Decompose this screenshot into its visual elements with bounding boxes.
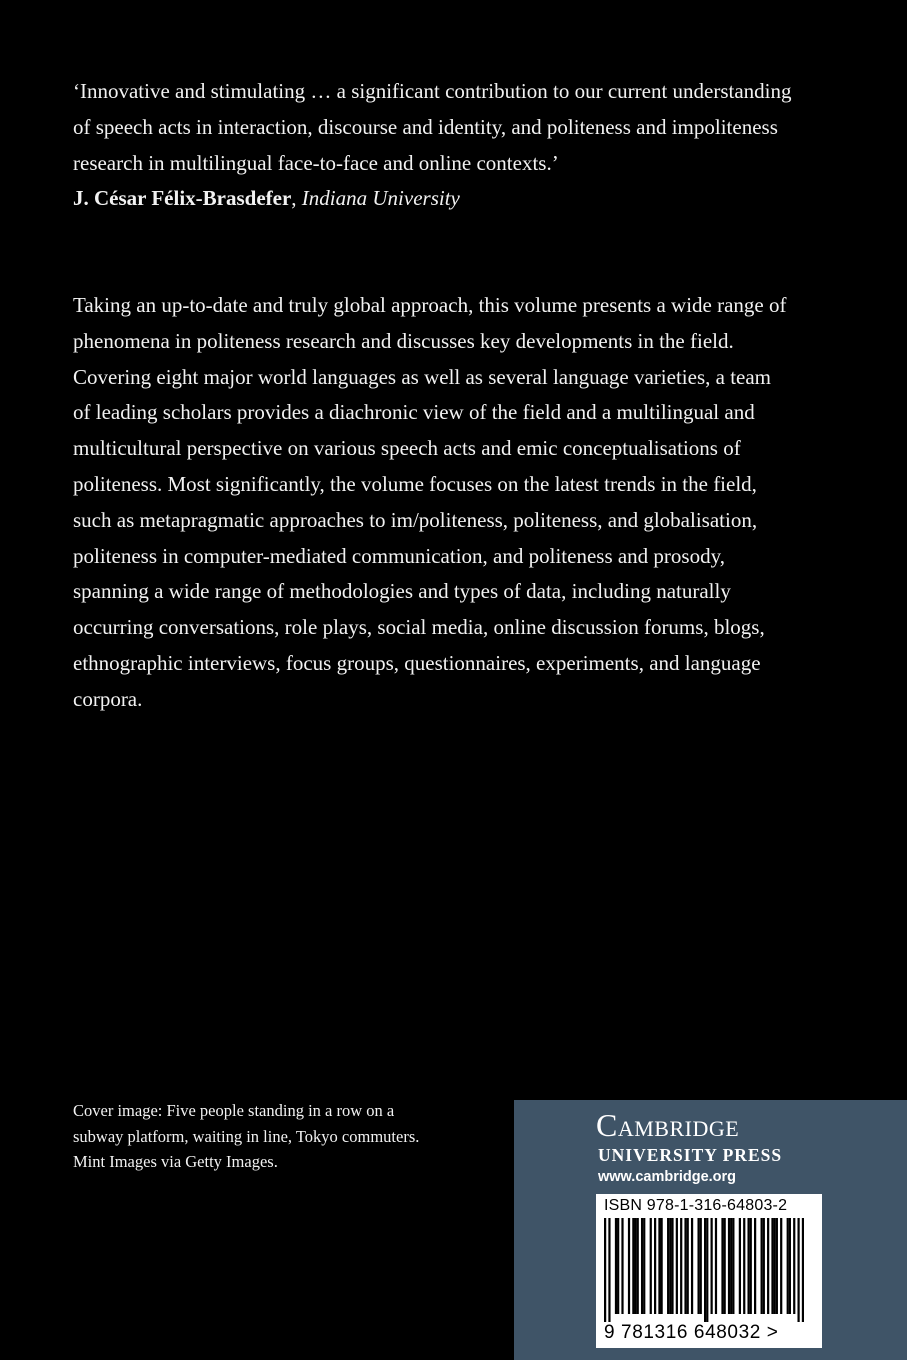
publisher-subtitle: UNIVERSITY PRESS <box>598 1145 783 1165</box>
barcode-box <box>596 1194 822 1348</box>
book-description: Taking an up-to-date and truly global approach, this volume presents a wide range of phenomena in politeness research and discusses key developments in the field. Covering eight major world languages as well as several language varieties, a team of leading scholars provides a diachronic view of the field and a multilingual and multicultural perspective on various speech acts and emic conceptualisations of politeness. Most significantly, the volume focuses on the latest trends in the field, such as metapragmatic approaches to im/politeness, politeness, and globalisation, politeness in computer-mediated communication, and politeness and prosody, spanning a wide range of methodologies and types of data, including naturally occurring conversations, role plays, social media, online discussion forums, blogs, ethnographic interviews, focus groups, questionnaires, experiments, and language corpora. <box>73 293 787 711</box>
publisher-panel <box>514 1100 907 1360</box>
cover-image-credit: Cover image: Five people standing in a row on a subway platform, waiting in line, Tokyo commuters. Mint Images via Getty Images. <box>73 1101 420 1171</box>
publisher-logo-text: Cambridge <box>596 1107 740 1143</box>
quote-institution: Indiana University <box>301 186 460 211</box>
barcode-digits: 9 781316 648032 > <box>604 1322 779 1343</box>
isbn-label: ISBN 978-1-316-64803-2 <box>604 1197 788 1214</box>
barcode-icon <box>604 1218 804 1322</box>
quote-separator: , <box>291 186 297 211</box>
quote-author: J. César Félix-Brasdefer <box>73 186 292 211</box>
quote-text: ‘Innovative and stimulating … a significant contribution to our current understanding of speech acts in interaction, discourse and identity, and politeness and impoliteness research in multilingual face-to-face and online contexts.’ <box>73 79 792 175</box>
publisher-url: www.cambridge.org <box>598 1169 737 1185</box>
review-quote <box>73 74 793 217</box>
quote-attribution <box>73 181 793 217</box>
